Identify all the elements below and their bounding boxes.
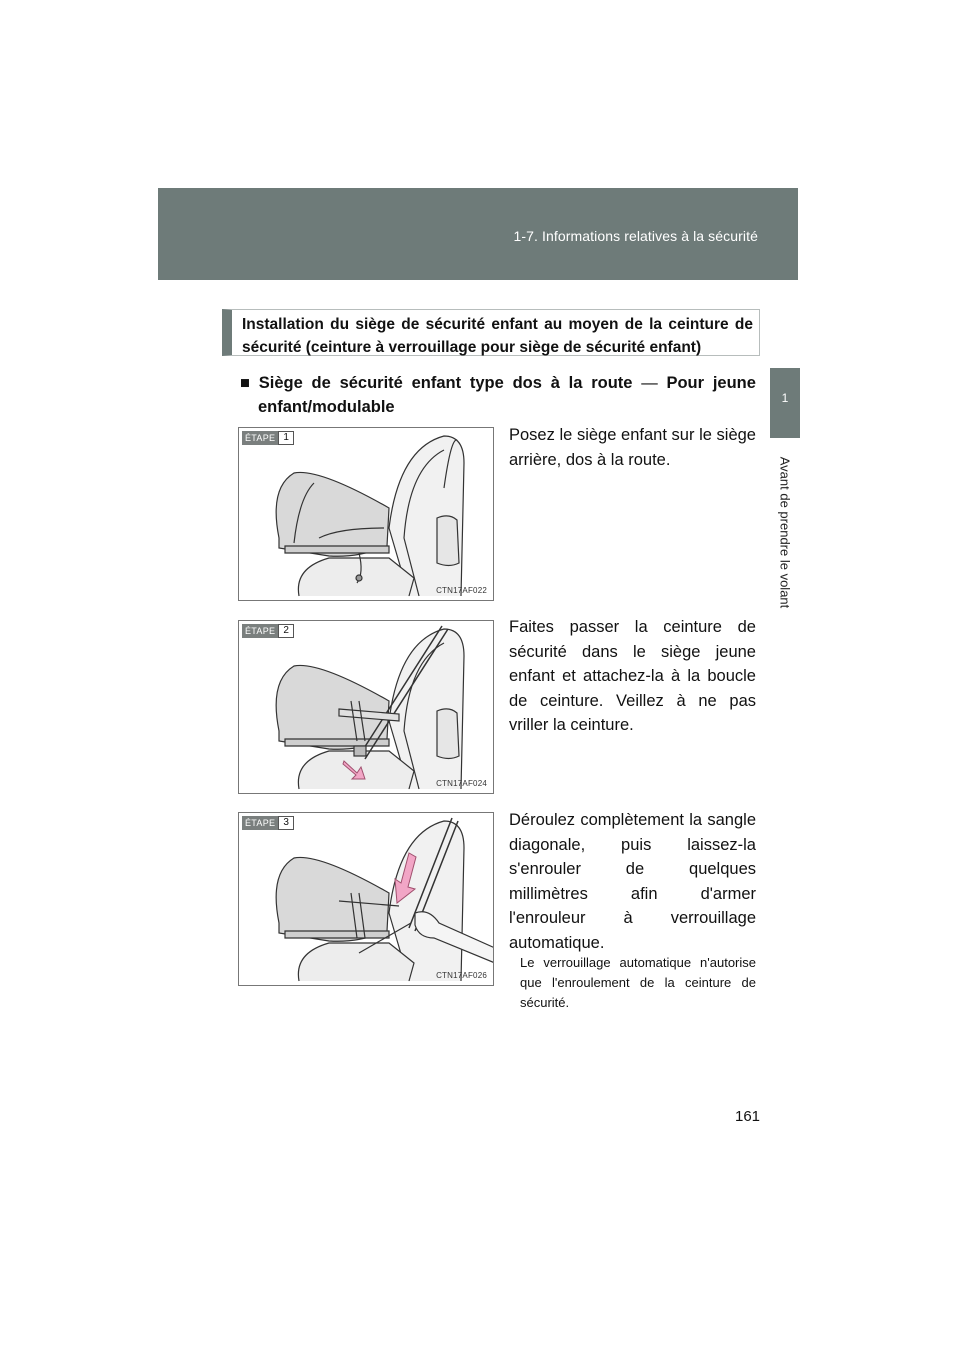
step-3-badge: [242, 816, 294, 830]
section-title: Installation du siège de sécurité enfant au moyen de la ceinture de sécurité (ceinture à verrouillage pour siège de sécurité enfant): [242, 316, 753, 356]
subheading-word: route: [591, 374, 633, 392]
subheading-line-2: enfant/modulable: [258, 398, 395, 416]
chapter-side-label: [770, 440, 800, 625]
step-badge-label: ÉTAPE: [242, 624, 278, 638]
subheading-word: de: [311, 374, 331, 392]
step-2-figure-code: CTN17AF024: [436, 779, 487, 788]
chapter-side-label-text: Avant de prendre le volant: [777, 456, 793, 609]
step-badge-number: 3: [278, 816, 294, 830]
subheading-word: à: [550, 374, 560, 392]
subheading-line-1: [240, 371, 756, 395]
step-1-badge: [242, 431, 294, 445]
step-1-figure-code: CTN17AF022: [436, 586, 487, 595]
step-3-note: Le verrouillage automatique n'autorise que l'enroulement de la ceinture de sécurité.: [520, 955, 756, 1010]
subheading-bullet: ■: [240, 374, 250, 392]
step-badge-number: 1: [278, 431, 294, 445]
step-3-figure-code: CTN17AF026: [436, 971, 487, 980]
step-badge-label: ÉTAPE: [242, 431, 278, 445]
step-2-text: Faites passer la ceinture de sécurité dans le siège jeune enfant et attachez-la à la boucle de ceinture. Veillez à ne pas vriller la ceinture.: [509, 618, 756, 734]
step-2-illustration: [239, 621, 494, 794]
step-1-illustration: [239, 428, 494, 601]
step-2-figure: [238, 620, 494, 794]
chapter-title: 1-7. Informations relatives à la sécurité: [513, 228, 758, 244]
page-number: 161: [735, 1108, 761, 1125]
subheading-word: dos: [512, 374, 542, 392]
subheading-word: enfant: [411, 374, 462, 392]
step-1-figure: [238, 427, 494, 601]
subheading-word: la: [568, 374, 583, 392]
step-3-text: Déroulez complètement la sangle diagonale, puis laissez-la s'enrouler de quelques millimètres afin d'armer l'enrouleur à verrouillage automatique.: [509, 811, 756, 952]
chapter-header-bar: [158, 188, 798, 280]
chapter-tab: [770, 368, 800, 438]
subheading-word: type: [469, 374, 504, 392]
subheading-word: jeune: [712, 374, 756, 392]
subheading: [240, 371, 756, 419]
chapter-tab-number: 1: [781, 391, 789, 405]
subheading-word: Pour: [666, 374, 705, 392]
step-1-text: Posez le siège enfant sur le siège arrière, dos à la route.: [509, 426, 756, 469]
step-badge-label: ÉTAPE: [242, 816, 278, 830]
step-3-figure: [238, 812, 494, 986]
step-badge-number: 2: [278, 624, 294, 638]
step-2-badge: [242, 624, 294, 638]
section-title-box: [222, 309, 760, 356]
subheading-word: sécurité: [339, 374, 403, 392]
subheading-dash: —: [641, 374, 658, 392]
step-3-illustration: [239, 813, 494, 986]
subheading-word: Siège: [258, 374, 303, 392]
